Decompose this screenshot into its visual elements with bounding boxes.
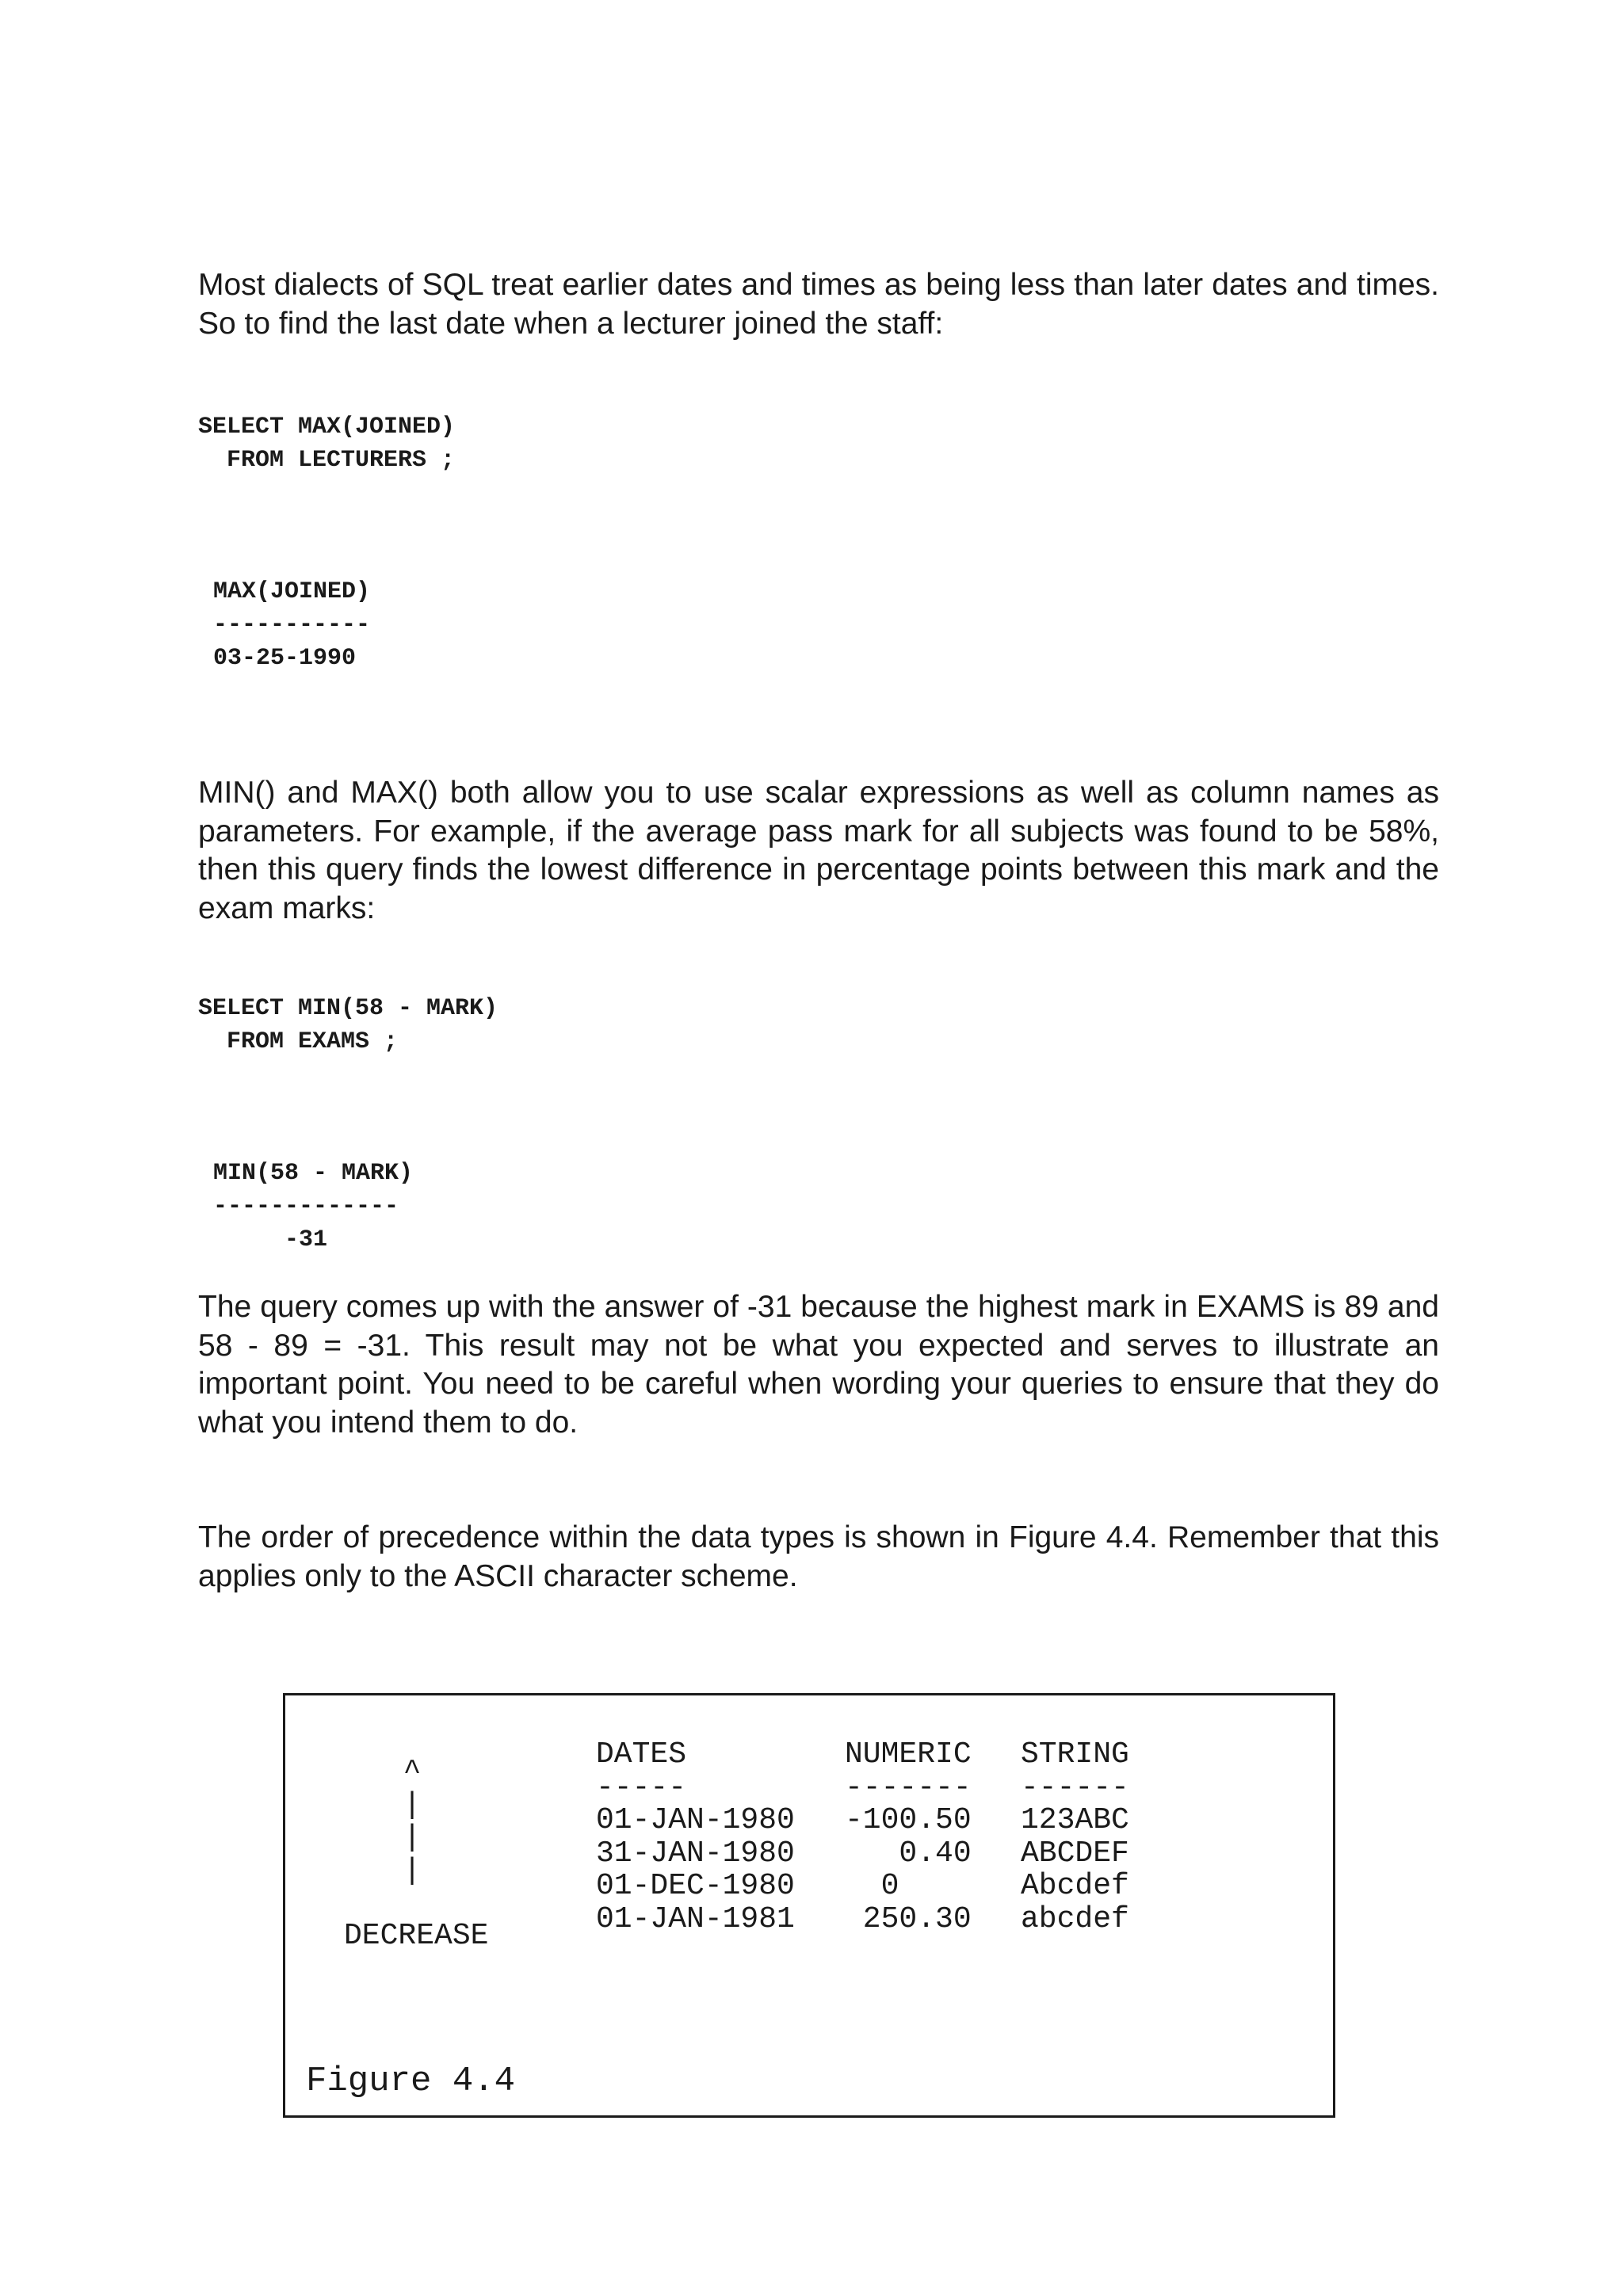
paragraph-intro-dates: Most dialects of SQL treat earlier dates and times as being less than later dates and times. So to find the last date when a lecturer joined the staff: (198, 268, 1439, 341)
paragraph-min-max-expressions: MIN() and MAX() both allow you to use scalar expressions as well as column names as parameters. For example, if the average pass mark for all subjects was found to be 58%, then this query finds the lowest difference in percentage points between this mark and the exam marks: (198, 776, 1439, 925)
paragraph-result-explanation: The query comes up with the answer of -31 because the highest mark in EXAMS is 89 and 58 - 89 = -31. This result may not be what you expected and serves to illustrate an important point. You need to be careful when wording your queries to ensure that they do what you intend them to do. (198, 1290, 1439, 1440)
string-column: STRING ------ 123ABC ABCDEF Abcdef abcdef (1021, 1737, 1129, 1936)
up-arrow-icon: ^ | | | (403, 1755, 422, 1888)
decrease-label: DECREASE (344, 1919, 489, 1953)
paragraph-precedence-note: The order of precedence within the data types is shown in Figure 4.4. Remember that this applies only to the ASCII character scheme. (198, 1520, 1439, 1593)
figure-caption: Figure 4.4 (306, 2061, 516, 2101)
query-result-min-mark: MIN(58 - MARK) ------------- -31 (213, 1160, 414, 1253)
figure-4-4-box (283, 1693, 1335, 2118)
numeric-column: NUMERIC ------- -100.50 0.40 0 250.30 (845, 1737, 972, 1936)
query-result-max-joined: MAX(JOINED) ----------- 03-25-1990 (213, 578, 371, 672)
sql-query-min-mark: SELECT MIN(58 - MARK) FROM EXAMS ; (198, 995, 498, 1055)
dates-column: DATES ----- 01-JAN-1980 31-JAN-1980 01-DEC-1980 01-JAN-1981 (596, 1737, 795, 1936)
sql-query-max-joined: SELECT MAX(JOINED) FROM LECTURERS ; (198, 414, 456, 474)
